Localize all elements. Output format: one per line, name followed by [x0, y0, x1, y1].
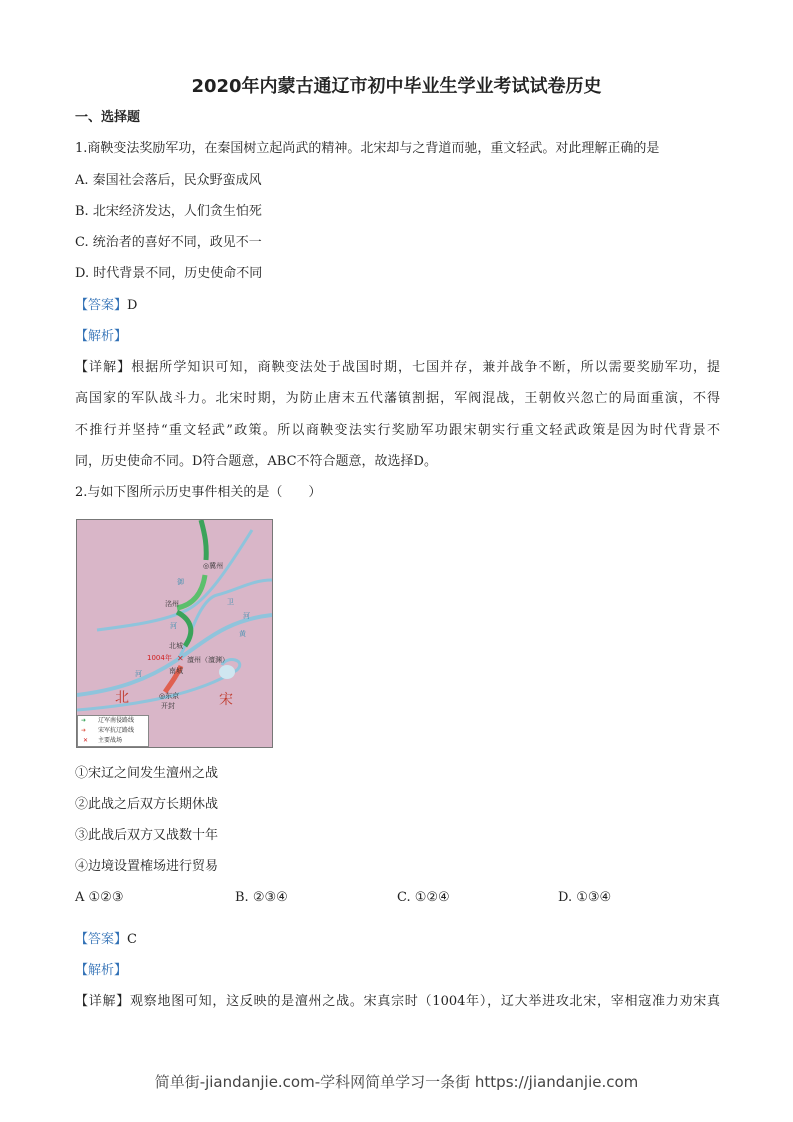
q1-option-b: B. 北宋经济发达，人们贪生怕死 [75, 204, 262, 219]
map-label: 南城 [169, 667, 183, 675]
battle-x-icon: ✕ [177, 654, 184, 663]
q2-statement: ④边境设置榷场进行贸易 [75, 859, 219, 874]
detail-label: 【详解】 [75, 360, 132, 375]
map-label: 澶州（澶渊） [187, 656, 229, 664]
answer-label: 【答案】 [75, 298, 128, 313]
legend-text: 辽军南侵路线 [98, 717, 135, 724]
map-label: 北城 [169, 642, 183, 650]
q2-choice-c: C. ①②④ [397, 890, 450, 905]
q2-statement: ③此战后双方又战数十年 [75, 828, 219, 843]
q1-answer [75, 297, 137, 315]
river-label: 河 [135, 670, 142, 678]
q1-option-c: C. 统治者的喜好不同，政见不一 [75, 235, 262, 250]
map-legend [77, 715, 149, 747]
q1-option-d: D. 时代背景不同，历史使命不同 [75, 266, 263, 281]
q1-option-a: A. 秦国社会落后，民众野蛮成风 [75, 173, 262, 188]
historical-map [76, 519, 273, 748]
map-label: ◎东京 [159, 692, 180, 700]
page-footer: 简单街-jiandanjie.com-学科网简单学习一条街 https://jiandanjie.com [154, 1073, 639, 1091]
q1-analysis-label: 【解析】 [75, 329, 128, 344]
legend-item [78, 726, 148, 736]
q1-stem: 1.商鞅变法奖励军功，在秦国树立起尚武的精神。北宋却与之背道而驰，重文轻武。对此理解正确的是 [75, 141, 660, 156]
legend-battle-x-icon: ✕ [83, 737, 89, 744]
region-label: 北 [115, 690, 129, 706]
page-title: 2020年内蒙古通辽市初中毕业生学业考试试卷历史 [191, 76, 602, 97]
q2-statement: ②此战之后双方长期休战 [75, 797, 219, 812]
river-label: 河 [170, 622, 177, 630]
legend-item [78, 716, 148, 726]
red-arrow-icon: ➜ [81, 727, 87, 734]
river-label: 河 [243, 612, 250, 620]
legend-text: 宋军抗辽路线 [98, 727, 135, 734]
river-label: 卫 [227, 598, 234, 606]
green-arrow-icon: ➜ [81, 717, 87, 724]
answer-value: C [127, 932, 137, 947]
detail-text: 观察地图可知，这反映的是澶州之战。宋真宗时（1004年），辽大举进攻北宋，宰相寇准力劝宋真 [129, 994, 720, 1009]
q1-detail-line: 高国家的军队战斗力。北宋时期，为防止唐末五代藩镇割据，军阀混战，王朝攸兴忽亡的局面重演，不得 [75, 391, 720, 406]
q1-detail-line: 同，历史使命不同。D符合题意，ABC不符合题意，故选择D。 [75, 454, 437, 469]
detail-text: 根据所学知识可知，商鞅变法处于战国时期，七国并存，兼并战争不断，所以需要奖励军功，提 [131, 360, 720, 375]
q2-analysis-label: 【解析】 [75, 963, 128, 978]
section-heading: 一、选择题 [75, 110, 141, 125]
answer-value: D [127, 298, 138, 313]
map-label: ◎冀州 [203, 562, 224, 570]
map-label: 洺州 [165, 600, 179, 608]
q1-detail-line: 不推行并坚持“重文轻武”政策。所以商鞅变法实行奖励军功跟宋朝实行重文轻武政策是因为时代背景不 [75, 423, 720, 438]
river-label: 御 [177, 578, 184, 586]
map-label: 1004年 [147, 654, 172, 662]
q2-statement: ①宋辽之间发生澶州之战 [75, 766, 219, 781]
legend-item [78, 736, 148, 746]
q1-detail-line [75, 359, 720, 377]
q2-answer [75, 931, 137, 949]
q2-choice-a: A ①②③ [75, 890, 124, 905]
answer-label: 【答案】 [75, 932, 128, 947]
region-label: 宋 [219, 692, 233, 708]
legend-text: 主要战场 [98, 737, 123, 744]
q2-choice-d: D. ①③④ [558, 890, 612, 905]
q2-detail-line [75, 993, 720, 1011]
q2-choice-b: B. ②③④ [235, 890, 288, 905]
map-label: 开封 [161, 702, 175, 710]
river-label: 黄 [239, 630, 246, 638]
detail-label: 【详解】 [75, 994, 130, 1009]
q2-stem: 2.与如下图所示历史事件相关的是（ ） [75, 485, 322, 500]
